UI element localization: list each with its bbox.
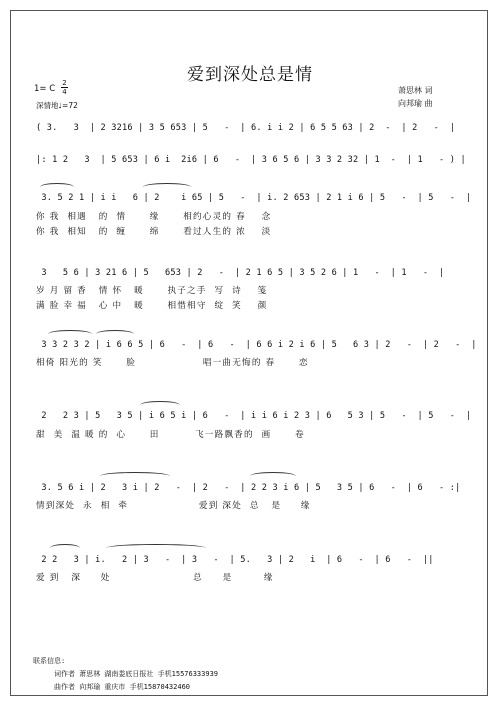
- notation-line-8: 2 2 3 | i. 2 | 3 - | 3 - | 5. 3 | 2 i | 6 - | 6 - ||: [36, 555, 434, 565]
- time-signature-top: 2: [62, 79, 67, 87]
- notation-line-6: 2 2 3 | 5 3 5 | i 6 5 i | 6 - | i i 6 i 2 3 | 6 5 3 | 5 - | 5 - |: [36, 411, 472, 421]
- notation-line-2: |: 1 2 3 | 5 653 | 6 i 2i6 | 6 - | 3 6 5 6 | 3 3 2 32 | 1 - | 1 - ) |: [36, 155, 466, 165]
- notation-line-1: ( 3. 3 | 2 3216 | 3 5 653 | 5 - | 6. i i 2 | 6 5 5 63 | 2 - | 2 - |: [36, 123, 456, 133]
- slur: [50, 544, 80, 552]
- notation-line-4: 3 5 6 | 3 21 6 | 5 653 | 2 - | 2 1 6 5 | 3 5 2 6 | 1 - | 1 - |: [36, 268, 445, 278]
- contact-heading: 联系信息:: [33, 657, 66, 665]
- lyricist-credit: 萧思林 词: [398, 86, 433, 95]
- slur: [106, 544, 206, 552]
- composer-credit: 向邦瑜 曲: [398, 99, 433, 108]
- tempo-marking: [36, 100, 78, 111]
- notation-line-3: 3. 5 2 1 | i i 6 | 2 i 65 | 5 - | i. 2 653 | 2 1 i 6 | 5 - | 5 - |: [36, 193, 472, 203]
- slur: [143, 183, 191, 191]
- page-frame: [10, 10, 488, 696]
- lyric-line-3a: 你 我 相遇 的 情 缘 相约心灵的 春 念: [36, 212, 272, 222]
- contact-info: [33, 655, 218, 694]
- song-title: 爱到深处总是情: [187, 65, 313, 85]
- contact-lyricist: 词作者 萧思林 湖南娄底日报社 手机15576333939: [54, 670, 219, 678]
- tempo-text: 深情地: [36, 101, 59, 110]
- lyric-line-4b: 满 脸 幸 福 心 中 暖 相惜相守 绽 笑 颜: [36, 301, 268, 311]
- contact-composer: 曲作者 向邦瑜 重庆市 手机15870432460: [54, 683, 191, 691]
- key-signature: 1= C: [34, 84, 56, 94]
- time-signature-bottom: 4: [62, 88, 67, 96]
- lyric-line-4a: 岁 月 留 香 情 怀 暖 执子之手 写 诗 笺: [36, 286, 268, 296]
- slur: [250, 472, 296, 480]
- time-signature: [61, 79, 68, 96]
- credits: [398, 84, 433, 110]
- slur: [48, 330, 92, 338]
- notation-line-7: 3. 5 6 i | 2 3 i | 2 - | 2 - | 2 2 3 i 6 | 5 3 5 | 6 - | 6 - :|: [36, 483, 461, 493]
- slur: [40, 183, 74, 191]
- lyric-line-7: 情到深处 永 相 牵 爱到 深处 总 是 缘: [36, 501, 311, 511]
- slur: [96, 330, 134, 338]
- tempo-value: ♩=72: [58, 101, 78, 110]
- lyric-line-6: 甜 美 温 暖 的 心 田 飞一路飘香的 画 卷: [36, 430, 305, 440]
- slur: [100, 472, 170, 480]
- lyric-line-3b: 你 我 相知 的 缠 绵 看过人生的 浓 淡: [36, 227, 272, 237]
- notation-line-5: 3 3 2 3 2 | i 6 6 5 | 6 - | 6 - | 6 6 i 2 i 6 | 5 6 3 | 2 - | 2 - |: [36, 340, 477, 350]
- lyric-line-5: 相倚 阳光的 笑 脸 唱一曲无悔的 春 恋: [36, 358, 309, 368]
- slur: [140, 401, 180, 409]
- lyric-line-8: 爱 到 深 处 总 是 缘: [36, 573, 274, 583]
